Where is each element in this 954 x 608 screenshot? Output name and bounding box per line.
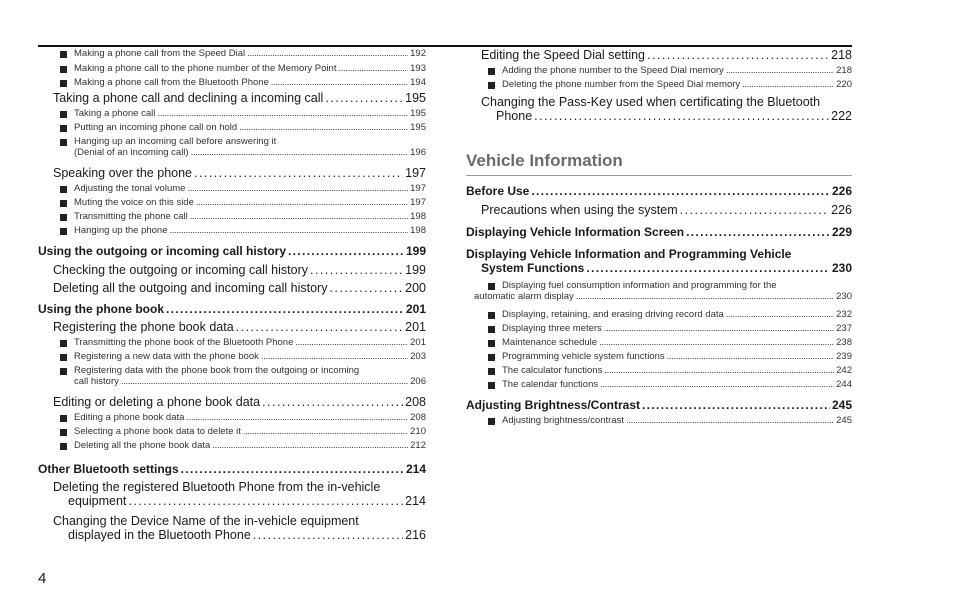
toc-section[interactable]: Before Use . . . 226 (466, 184, 852, 203)
bullet-icon (60, 186, 67, 193)
bullet-icon (60, 368, 67, 375)
toc-entry[interactable]: Making a phone call to the phone number of the Memory Point . . . 193 (38, 63, 426, 77)
toc-entry[interactable]: Changing the Device Name of the in-vehicle equipment displayed in the Bluetooth Phone . . . 216 (38, 514, 426, 548)
toc-entry[interactable]: Displaying three meters . . . 237 (466, 323, 852, 337)
toc-entry[interactable]: Displaying, retaining, and erasing driving record data . . . 232 (466, 309, 852, 323)
toc-section[interactable]: Using the phone book . . . 201 (38, 302, 426, 320)
toc-entry[interactable]: Adding the phone number to the Speed Dial memory . . . 218 (466, 65, 852, 79)
bullet-icon (60, 443, 67, 450)
toc-entry[interactable]: Selecting a phone book data to delete it . . . 210 (38, 426, 426, 440)
bullet-icon (60, 200, 67, 207)
toc-entry[interactable]: Maintenance schedule . . . 238 (466, 337, 852, 351)
toc-entry[interactable]: Muting the voice on this side . . . 197 (38, 197, 426, 211)
toc-entry[interactable]: Deleting the registered Bluetooth Phone from the in-vehicle equipment . . . 214 (38, 480, 426, 514)
toc-entry[interactable]: Precautions when using the system . . . 226 (466, 203, 852, 225)
toc-entry[interactable]: Deleting the phone number from the Speed Dial memory . . . 220 (466, 79, 852, 95)
bullet-icon (488, 283, 495, 290)
bullet-icon (488, 68, 495, 75)
toc-entry[interactable]: Making a phone call from the Speed Dial . . . 192 (38, 48, 426, 63)
toc-entry[interactable]: Adjusting the tonal volume . . . 197 (38, 183, 426, 197)
bullet-icon (60, 228, 67, 235)
toc-section[interactable]: Other Bluetooth settings . . . 214 (38, 462, 426, 480)
toc-entry[interactable]: Hanging up an incoming call before answering it (Denial of an incoming call) . . . 196 (38, 136, 426, 166)
toc-left-column (38, 48, 426, 548)
bullet-icon (488, 382, 495, 389)
bullet-icon (488, 82, 495, 89)
toc-section[interactable]: Displaying Vehicle Information and Programming Vehicle System Functions . . . 230 (466, 247, 852, 280)
toc-entry[interactable]: Changing the Pass-Key used when certificating the Bluetooth Phone . . . 222 (466, 95, 852, 149)
toc-entry[interactable]: Checking the outgoing or incoming call history . . . 199 (38, 263, 426, 281)
toc-entry[interactable]: Taking a phone call . . . 195 (38, 108, 426, 122)
top-rule (38, 45, 852, 47)
bullet-icon (488, 312, 495, 319)
bullet-icon (488, 326, 495, 333)
toc-right-column (466, 48, 852, 429)
toc-entry[interactable]: Hanging up the phone . . . 198 (38, 225, 426, 244)
toc-entry[interactable]: Displaying fuel consumption information and programming for the automatic alarm display . . . 230 (466, 280, 852, 309)
toc-entry[interactable]: Registering a new data with the phone book . . . 203 (38, 351, 426, 365)
toc-entry[interactable]: Taking a phone call and declining a incoming call . . . 195 (38, 91, 426, 108)
bullet-icon (60, 214, 67, 221)
section-title: Vehicle Information (466, 151, 623, 170)
section-rule (466, 175, 852, 176)
bullet-icon (60, 340, 67, 347)
toc-section[interactable]: Displaying Vehicle Information Screen . . . 229 (466, 225, 852, 247)
toc-entry[interactable]: Adjusting brightness/contrast . . . 245 (466, 415, 852, 429)
toc-entry[interactable]: Editing a phone book data . . . 208 (38, 412, 426, 426)
bullet-icon (60, 80, 67, 87)
bullet-icon (60, 51, 67, 58)
bullet-icon (60, 139, 67, 146)
toc-section[interactable]: Using the outgoing or incoming call history . . . 199 (38, 244, 426, 263)
toc-entry[interactable]: Putting an incoming phone call on hold . . . 195 (38, 122, 426, 136)
toc-entry[interactable]: Registering data with the phone book from the outgoing or incoming call history . . . 206 (38, 365, 426, 395)
toc-entry[interactable]: Editing the Speed Dial setting . . . 218 (466, 48, 852, 65)
toc-entry[interactable]: Editing or deleting a phone book data . . . 208 (38, 395, 426, 412)
toc-entry[interactable]: Transmitting the phone call . . . 198 (38, 211, 426, 225)
bullet-icon (488, 368, 495, 375)
toc-entry[interactable]: Making a phone call from the Bluetooth Phone . . . 194 (38, 77, 426, 91)
bullet-icon (488, 418, 495, 425)
bullet-icon (60, 415, 67, 422)
toc-entry[interactable]: The calendar functions . . . 244 (466, 379, 852, 398)
toc-entry[interactable]: Deleting all the outgoing and incoming call history . . . 200 (38, 281, 426, 302)
bullet-icon (60, 125, 67, 132)
bullet-icon (60, 66, 67, 73)
bullet-icon (60, 429, 67, 436)
toc-entry[interactable]: Registering the phone book data . . . 201 (38, 320, 426, 337)
page-number: 4 (38, 570, 47, 587)
toc-entry[interactable]: Programming vehicle system functions . . . 239 (466, 351, 852, 365)
toc-entry[interactable]: Speaking over the phone . . . 197 (38, 166, 426, 183)
toc-section[interactable]: Adjusting Brightness/Contrast . . . 245 (466, 398, 852, 415)
bullet-icon (60, 111, 67, 118)
toc-entry[interactable]: Deleting all the phone book data . . . 212 (38, 440, 426, 462)
toc-entry[interactable]: The calculator functions . . . 242 (466, 365, 852, 379)
bullet-icon (488, 354, 495, 361)
bullet-icon (60, 354, 67, 361)
bullet-icon (488, 340, 495, 347)
toc-entry[interactable]: Transmitting the phone book of the Bluetooth Phone . . . 201 (38, 337, 426, 351)
